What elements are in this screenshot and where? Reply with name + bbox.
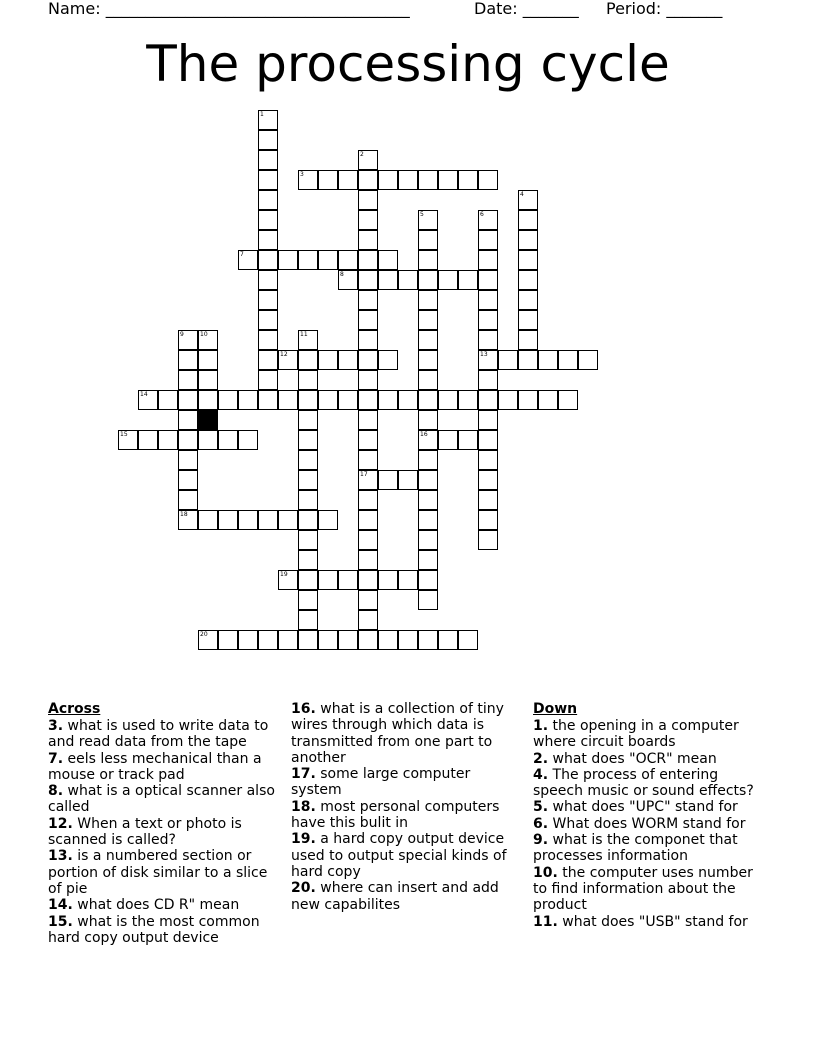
grid-cell[interactable] [258, 250, 278, 270]
grid-cell[interactable] [178, 470, 198, 490]
grid-cell[interactable] [258, 210, 278, 230]
grid-cell[interactable] [478, 470, 498, 490]
down-clue [533, 816, 769, 832]
grid-cell[interactable] [358, 310, 378, 330]
grid-cell[interactable] [258, 390, 278, 410]
grid-cell[interactable] [338, 270, 358, 290]
clue-num: 11. [533, 913, 558, 930]
grid-cell[interactable] [418, 310, 438, 330]
down-clue [533, 767, 769, 800]
clue-num: 18. [291, 798, 316, 815]
clue-num: 3. [48, 718, 64, 734]
clue-num: 6. [533, 815, 549, 832]
clue-text: what is used to write data to and read data from the tape [48, 718, 269, 751]
grid-cell[interactable] [458, 390, 478, 410]
grid-cell[interactable] [438, 430, 458, 450]
grid-cell[interactable] [378, 250, 398, 270]
date-label: Date: [474, 0, 518, 18]
grid-cell[interactable] [298, 410, 318, 430]
grid-cell[interactable] [318, 570, 338, 590]
grid-cell[interactable] [418, 510, 438, 530]
grid-cell[interactable] [478, 410, 498, 430]
down-clue [533, 718, 769, 751]
grid-cell[interactable] [418, 410, 438, 430]
clue-num: 1. [533, 718, 549, 734]
grid-cell[interactable] [458, 170, 478, 190]
clue-num: 9. [533, 832, 549, 849]
grid-cell[interactable] [398, 470, 418, 490]
grid-cell[interactable] [178, 490, 198, 510]
grid-cell[interactable] [258, 230, 278, 250]
grid-cell[interactable] [358, 630, 378, 650]
clue-number: 6 [480, 211, 484, 218]
grid-cell[interactable] [438, 270, 458, 290]
grid-cell[interactable] [418, 490, 438, 510]
grid-cell[interactable] [138, 430, 158, 450]
grid-cell[interactable] [198, 390, 218, 410]
clue-text: What does WORM stand for [548, 815, 746, 832]
clue-num: 19. [291, 831, 316, 848]
grid-cell[interactable] [478, 350, 498, 370]
clue-num: 20. [291, 880, 316, 897]
clue-number: 17 [360, 471, 368, 478]
clue-text: most personal computers have this bulit in [291, 798, 500, 832]
grid-cell[interactable] [578, 350, 598, 370]
grid-cell[interactable] [478, 450, 498, 470]
clue-number: 13 [480, 351, 488, 358]
grid-cell[interactable] [278, 250, 298, 270]
clue-number: 19 [280, 571, 288, 578]
grid-cell[interactable] [478, 310, 498, 330]
grid-cell[interactable] [478, 210, 498, 230]
grid-cell[interactable] [298, 490, 318, 510]
across-clue [48, 848, 284, 897]
clue-number: 2 [360, 151, 364, 158]
down-clue [533, 832, 769, 865]
grid-cell[interactable] [398, 630, 418, 650]
grid-cell[interactable] [378, 350, 398, 370]
grid-cell[interactable] [398, 270, 418, 290]
grid-cell[interactable] [478, 430, 498, 450]
grid-cell[interactable] [258, 190, 278, 210]
grid-cell[interactable] [418, 590, 438, 610]
clue-text: the computer uses number to find information about the product [533, 864, 753, 914]
grid-cell[interactable] [358, 330, 378, 350]
clue-num: 4. [533, 766, 549, 783]
across-clue [48, 783, 284, 816]
clue-text: is a numbered section or portion of disk similar to a slice of pie [48, 848, 268, 897]
grid-cell[interactable] [418, 270, 438, 290]
grid-cell[interactable] [258, 370, 278, 390]
across-clue [48, 897, 284, 913]
clue-num: 10. [533, 864, 558, 881]
grid-cell[interactable] [358, 230, 378, 250]
grid-cell[interactable] [378, 170, 398, 190]
grid-cell[interactable] [358, 610, 378, 630]
grid-cell[interactable] [518, 290, 538, 310]
grid-cell[interactable] [298, 330, 318, 350]
grid-cell[interactable] [258, 630, 278, 650]
clue-number: 10 [200, 331, 208, 338]
grid-cell[interactable] [518, 190, 538, 210]
grid-cell[interactable] [358, 210, 378, 230]
clue-num: 7. [48, 750, 64, 767]
across-clue [48, 718, 284, 751]
grid-cell[interactable] [498, 390, 518, 410]
grid-cell[interactable] [178, 330, 198, 350]
grid-cell[interactable] [238, 250, 258, 270]
across-clues [48, 700, 284, 946]
grid-cell[interactable] [458, 430, 478, 450]
grid-cell[interactable] [358, 550, 378, 570]
clue-number: 1 [260, 111, 264, 118]
grid-cell[interactable] [358, 530, 378, 550]
grid-cell[interactable] [178, 370, 198, 390]
grid-cell[interactable] [358, 390, 378, 410]
grid-cell[interactable] [298, 530, 318, 550]
clue-number: 9 [180, 331, 184, 338]
grid-cell[interactable] [478, 390, 498, 410]
grid-cell[interactable] [298, 350, 318, 370]
grid-cell[interactable] [198, 630, 218, 650]
grid-cell[interactable] [518, 310, 538, 330]
grid-cell[interactable] [218, 430, 238, 450]
clue-number: 7 [240, 251, 244, 258]
period-blank[interactable]: _______ [666, 0, 723, 18]
grid-cell[interactable] [438, 630, 458, 650]
grid-cell[interactable] [478, 270, 498, 290]
black-square [198, 410, 218, 430]
grid-cell[interactable] [478, 170, 498, 190]
clue-text: where can insert and add new capabilites [291, 880, 499, 913]
grid-cell[interactable] [358, 410, 378, 430]
grid-cell[interactable] [418, 530, 438, 550]
grid-cell[interactable] [538, 350, 558, 370]
grid-cell[interactable] [238, 390, 258, 410]
grid-cell[interactable] [198, 370, 218, 390]
grid-cell[interactable] [278, 390, 298, 410]
grid-cell[interactable] [298, 570, 318, 590]
across-clue [48, 751, 284, 784]
grid-cell[interactable] [518, 210, 538, 230]
clue-number: 8 [340, 271, 344, 278]
clue-text: some large computer system [291, 766, 471, 799]
grid-cell[interactable] [338, 630, 358, 650]
grid-cell[interactable] [158, 390, 178, 410]
clue-number: 3 [300, 171, 304, 178]
across-clues-continued [291, 700, 523, 913]
clue-number: 18 [180, 511, 188, 518]
grid-cell[interactable] [398, 170, 418, 190]
clue-num: 5. [533, 799, 549, 816]
grid-cell[interactable] [218, 390, 238, 410]
grid-cell[interactable] [238, 430, 258, 450]
grid-cell[interactable] [158, 430, 178, 450]
grid-cell[interactable] [418, 550, 438, 570]
grid-cell[interactable] [418, 370, 438, 390]
across-clue [291, 701, 523, 766]
grid-cell[interactable] [358, 570, 378, 590]
clue-number: 11 [300, 331, 308, 338]
grid-cell[interactable] [118, 430, 138, 450]
clue-number: 15 [120, 431, 128, 438]
grid-cell[interactable] [258, 290, 278, 310]
grid-cell[interactable] [418, 210, 438, 230]
grid-cell[interactable] [418, 430, 438, 450]
grid-cell[interactable] [498, 350, 518, 370]
across-clue [48, 816, 284, 849]
grid-cell[interactable] [178, 410, 198, 430]
grid-cell[interactable] [258, 350, 278, 370]
clue-text: what does "UPC" stand for [548, 799, 738, 816]
grid-cell[interactable] [478, 290, 498, 310]
grid-cell[interactable] [358, 170, 378, 190]
clue-text: what is the componet that processes information [533, 832, 738, 865]
grid-cell[interactable] [298, 370, 318, 390]
clue-text: eels less mechanical than a mouse or track pad [48, 750, 262, 783]
grid-cell[interactable] [458, 270, 478, 290]
grid-cell[interactable] [258, 150, 278, 170]
clue-text: what is a collection of tiny wires through which data is transmitted from one part to another [291, 701, 504, 766]
clue-text: what is a optical scanner also called [48, 783, 275, 816]
grid-cell[interactable] [338, 170, 358, 190]
grid-cell[interactable] [218, 510, 238, 530]
grid-cell[interactable] [258, 330, 278, 350]
grid-cell[interactable] [198, 510, 218, 530]
grid-cell[interactable] [258, 510, 278, 530]
grid-cell[interactable] [258, 170, 278, 190]
grid-cell[interactable] [318, 170, 338, 190]
down-clues [533, 700, 769, 930]
grid-cell[interactable] [178, 450, 198, 470]
across-clue [291, 766, 523, 799]
grid-cell[interactable] [278, 350, 298, 370]
grid-cell[interactable] [298, 390, 318, 410]
clue-text: what does "OCR" mean [548, 750, 717, 767]
period-label: Period: [606, 0, 662, 18]
grid-cell[interactable] [418, 250, 438, 270]
grid-cell[interactable] [558, 350, 578, 370]
clue-num: 2. [533, 750, 549, 767]
clue-num: 16. [291, 701, 316, 717]
clue-number: 16 [420, 431, 428, 438]
grid-cell[interactable] [358, 270, 378, 290]
grid-cell[interactable] [518, 390, 538, 410]
grid-cell[interactable] [398, 390, 418, 410]
grid-cell[interactable] [298, 450, 318, 470]
grid-cell[interactable] [318, 350, 338, 370]
grid-cell[interactable] [418, 470, 438, 490]
clue-text: what does CD R" mean [72, 897, 240, 914]
grid-cell[interactable] [478, 250, 498, 270]
grid-cell[interactable] [298, 510, 318, 530]
across-clue [291, 880, 523, 913]
grid-cell[interactable] [418, 350, 438, 370]
grid-cell[interactable] [198, 430, 218, 450]
grid-cell[interactable] [418, 290, 438, 310]
clue-text: what does "USB" stand for [557, 913, 748, 930]
grid-cell[interactable] [418, 230, 438, 250]
grid-cell[interactable] [358, 190, 378, 210]
grid-cell[interactable] [338, 390, 358, 410]
grid-cell[interactable] [518, 350, 538, 370]
clue-number: 12 [280, 351, 288, 358]
across-clue [291, 831, 523, 880]
grid-cell[interactable] [318, 510, 338, 530]
grid-cell[interactable] [178, 390, 198, 410]
grid-cell[interactable] [478, 370, 498, 390]
grid-cell[interactable] [358, 470, 378, 490]
date-blank[interactable]: _______ [522, 0, 579, 18]
grid-cell[interactable] [178, 510, 198, 530]
clue-num: 12. [48, 815, 73, 832]
clue-num: 14. [48, 897, 73, 914]
grid-cell[interactable] [238, 630, 258, 650]
grid-cell[interactable] [318, 630, 338, 650]
grid-cell[interactable] [358, 450, 378, 470]
grid-cell[interactable] [418, 570, 438, 590]
grid-cell[interactable] [198, 350, 218, 370]
clue-text: The process of entering speech music or sound effects? [533, 766, 754, 800]
grid-cell[interactable] [218, 630, 238, 650]
clue-text: the opening in a computer where circuit boards [533, 718, 739, 751]
grid-cell[interactable] [278, 630, 298, 650]
grid-cell[interactable] [178, 430, 198, 450]
clue-num: 15. [48, 913, 73, 930]
grid-cell[interactable] [538, 390, 558, 410]
grid-cell[interactable] [238, 510, 258, 530]
grid-cell[interactable] [358, 290, 378, 310]
grid-cell[interactable] [298, 170, 318, 190]
grid-cell[interactable] [338, 350, 358, 370]
grid-cell[interactable] [438, 170, 458, 190]
clue-num: 8. [48, 783, 64, 800]
clue-text: a hard copy output device used to output special kinds of hard copy [291, 831, 507, 880]
grid-cell[interactable] [258, 270, 278, 290]
grid-cell[interactable] [418, 630, 438, 650]
grid-cell[interactable] [258, 110, 278, 130]
grid-cell[interactable] [378, 470, 398, 490]
grid-cell[interactable] [298, 610, 318, 630]
grid-cell[interactable] [338, 250, 358, 270]
grid-cell[interactable] [298, 430, 318, 450]
grid-cell[interactable] [258, 310, 278, 330]
grid-cell[interactable] [198, 330, 218, 350]
grid-cell[interactable] [378, 270, 398, 290]
clue-num: 17. [291, 766, 316, 783]
grid-cell[interactable] [438, 390, 458, 410]
grid-cell[interactable] [378, 390, 398, 410]
grid-cell[interactable] [378, 630, 398, 650]
clue-number: 4 [520, 191, 524, 198]
grid-cell[interactable] [558, 390, 578, 410]
grid-cell[interactable] [478, 510, 498, 530]
down-heading: Down [533, 701, 578, 717]
grid-cell[interactable] [358, 430, 378, 450]
clue-number: 20 [200, 631, 208, 638]
grid-cell[interactable] [398, 570, 418, 590]
down-clue [533, 799, 769, 815]
grid-cell[interactable] [278, 570, 298, 590]
name-blank[interactable]: ______________________________________ [105, 0, 410, 18]
grid-cell[interactable] [358, 150, 378, 170]
clue-number: 5 [420, 211, 424, 218]
grid-cell[interactable] [478, 490, 498, 510]
grid-cell[interactable] [278, 510, 298, 530]
clue-text: When a text or photo is scanned is called? [48, 815, 242, 849]
grid-cell[interactable] [258, 130, 278, 150]
grid-cell[interactable] [458, 630, 478, 650]
grid-cell[interactable] [418, 170, 438, 190]
grid-cell[interactable] [358, 370, 378, 390]
clue-text: what is the most common hard copy output device [48, 913, 260, 946]
grid-cell[interactable] [478, 530, 498, 550]
clue-num: 13. [48, 848, 73, 865]
grid-cell[interactable] [298, 470, 318, 490]
grid-cell[interactable] [478, 230, 498, 250]
grid-cell[interactable] [418, 450, 438, 470]
grid-cell[interactable] [178, 350, 198, 370]
grid-cell[interactable] [298, 250, 318, 270]
grid-cell[interactable] [478, 330, 498, 350]
grid-cell[interactable] [358, 250, 378, 270]
clue-number: 14 [140, 391, 148, 398]
grid-cell[interactable] [418, 330, 438, 350]
name-label: Name: [48, 0, 101, 18]
grid-cell[interactable] [378, 570, 398, 590]
grid-cell[interactable] [298, 550, 318, 570]
grid-cell[interactable] [358, 350, 378, 370]
grid-cell[interactable] [138, 390, 158, 410]
grid-cell[interactable] [518, 330, 538, 350]
down-clue [533, 914, 769, 930]
grid-cell[interactable] [318, 250, 338, 270]
grid-cell[interactable] [358, 490, 378, 510]
grid-cell[interactable] [298, 590, 318, 610]
across-clue [48, 914, 284, 947]
grid-cell[interactable] [298, 630, 318, 650]
grid-cell[interactable] [518, 230, 538, 250]
grid-cell[interactable] [418, 390, 438, 410]
grid-cell[interactable] [358, 590, 378, 610]
page-title: The processing cycle [146, 35, 670, 93]
across-clue [291, 799, 523, 832]
grid-cell[interactable] [518, 250, 538, 270]
grid-cell[interactable] [518, 270, 538, 290]
grid-cell[interactable] [318, 390, 338, 410]
down-clue [533, 865, 769, 914]
grid-cell[interactable] [338, 570, 358, 590]
across-heading: Across [48, 701, 101, 717]
down-clue [533, 751, 769, 767]
grid-cell[interactable] [358, 510, 378, 530]
